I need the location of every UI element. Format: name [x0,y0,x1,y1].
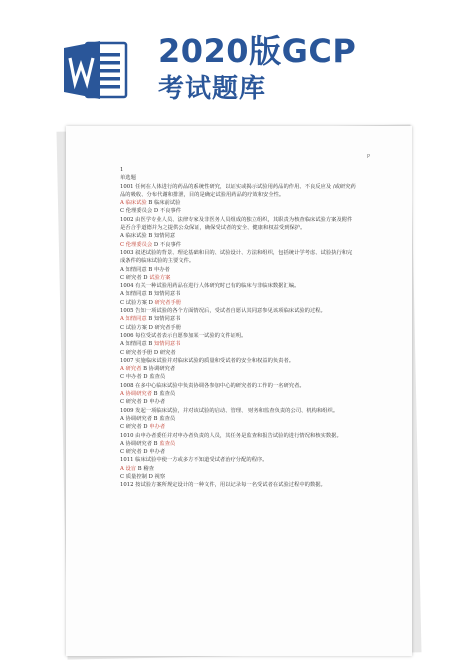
document-line [120,282,370,290]
answer-highlight: A 知情同意 [120,316,147,323]
document-line [120,398,370,406]
document-line [120,332,370,340]
document-line [120,465,370,473]
line-text: 单选题 [120,175,136,182]
document-line [120,207,370,215]
answer-highlight: A 临床试验 [120,200,147,207]
document-line [120,299,370,307]
answer-highlight: A 协调研究者 [120,391,152,398]
answer-highlight: 研究者手册 [154,299,182,306]
document-line [120,440,370,448]
header-banner [0,0,474,118]
word-document-icon [64,39,128,101]
document-line [120,290,370,298]
document-content [120,166,370,490]
line-text: C 研究者 D [120,424,150,431]
document-line [120,365,370,373]
answer-highlight: 试验方案 [149,274,171,281]
document-line [120,274,370,282]
line-text: A 知情同意 B 申办者 [120,266,170,273]
document-line [120,199,370,207]
line-text: C 研究者 D [120,274,150,281]
line-text: C 质量控制 D 视察 [120,473,166,480]
document-line [120,448,370,456]
document-line [120,191,370,199]
line-text: 1006 每位受试者表示自愿参加某一试验的文件证明。 [120,332,247,339]
answer-highlight: 知情同意书 [153,341,181,348]
answer-highlight: 申办者 [149,424,166,431]
line-text: C 伦理委员会 D 不良事件 [120,208,182,215]
line-text: C 试验方案 D [120,299,155,306]
document-line [120,349,370,357]
line-text: A 知情同意 B 知情同意书 [120,291,181,298]
line-text: 1003 叙述试验的背景、理论基础和目的、试验设计、方法和组织，包括统计学考虑、试验执行和完 [120,249,353,256]
line-text: C 研究者 D 申办者 [120,399,166,406]
document-line [120,407,370,415]
document-line [120,266,370,274]
line-text: 成条件的临床试验的主要文件。 [120,258,195,265]
line-text: A 临床试验 B 知情同意 [120,233,176,240]
line-text: 品的吸收、分布代谢和排泄，目的是确定试验用药品的疗效和安全性。 [120,191,285,198]
document-line [120,382,370,390]
document-line [120,473,370,481]
title-line-2: 考试题库 [158,74,267,104]
title-line-1: 2020版GCP [158,32,357,70]
line-text: B 临床前试验 [146,200,181,207]
page-mark: P [366,154,370,160]
document-line [120,232,370,240]
document-line [120,307,370,315]
line-text: 1012 按试验方案所规定设计的一种文件，用以记录每一名受试者在试验过程中的数据。 [120,482,326,489]
line-text: A 协调研究者 B 监查员 [120,415,176,422]
line-text: B 监查员 [152,391,176,398]
answer-highlight: 监查员 [159,440,176,447]
line-text: 1 [120,167,124,173]
line-text: 1005 告知一项试验的各个方面情况后，受试者自愿认其同意参见该项临床试验的过程。 [120,308,326,315]
line-text: B 稽查 [136,465,154,472]
document-line [120,166,370,174]
line-text: B 知情同意书 [146,316,181,323]
document-line [120,249,370,257]
document-line [120,423,370,431]
line-text: A 协调研究者 B [120,440,160,447]
line-text: A 知情同意 B [120,341,154,348]
answer-highlight: A 设盲 [120,465,137,472]
line-text: 是否合乎道德并为之提供公众保证，确保受试者的安全、健康和权益受到保护。 [120,225,306,232]
line-text: B 协调研究者 [141,366,176,373]
answer-highlight: A 研究者 [120,366,142,373]
document-line [120,373,370,381]
line-text: 1008 在多中心临床试验中负责协调各参加中心的研究者的工作的一名研究者。 [120,382,305,389]
document-line [120,340,370,348]
line-text: C 研究者手册 D 研究者 [120,349,176,356]
line-text: 1007 实施临床试验并对临床试验的质量和受试者的安全和权益的负责者。 [120,357,295,364]
line-text: D 不良事件 [152,241,182,248]
line-text: 1004 有关一种试验用药品在进行人体研究时已有的临床与非临床数据汇编。 [120,283,300,290]
document-line [120,315,370,323]
document-line [120,432,370,440]
document-line [120,324,370,332]
document-page [66,126,412,656]
document-line [120,415,370,423]
line-text: 1011 临床试验中使一方或多方不知道受试者治疗分配的程序。 [120,457,268,464]
document-line [120,481,370,489]
answer-highlight: C 伦理委员会 [120,241,153,248]
document-line [120,357,370,365]
line-text: 1002 由医学专业人员、法律专家及非医务人员组成的独立组织，其职责为核查临床试验方案及附件 [120,216,353,223]
document-line [120,224,370,232]
line-text: C 申办者 D 监查员 [120,374,166,381]
line-text: 1001 任何在人体进行的药品的系统性研究，以证实或揭示试验用药品的作用、不良反应及 /或研究药 [120,183,356,190]
document-line [120,241,370,249]
line-text: C 研究者 D 申办者 [120,449,166,456]
line-text: 1010 由申办者委任并对申办者负责的人员，其任务是监查和报告试验的进行情况和核实数据。 [120,432,342,439]
document-line [120,456,370,464]
document-line [120,390,370,398]
line-text: 1009 发起一项临床试验，并对该试验的启动、管理、 财务和监查负责的公司、机构和组织。 [120,407,339,414]
document-line [120,257,370,265]
document-line [120,183,370,191]
document-line [120,216,370,224]
line-text: C 试验方案 D 研究者手册 [120,324,182,331]
document-line [120,174,370,182]
